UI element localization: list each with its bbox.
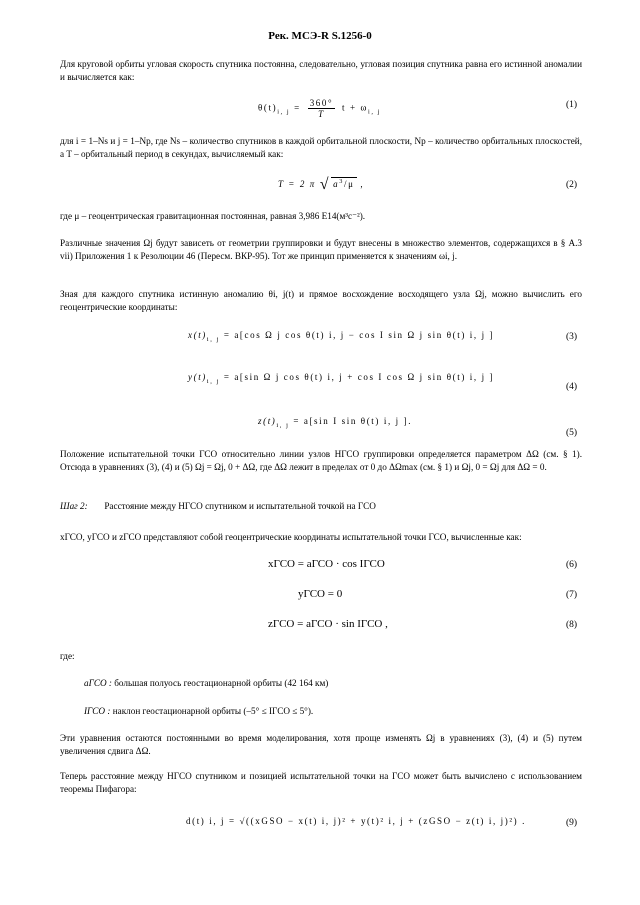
definition-a-gso-text: большая полуось геостационарной орбиты (42 164 км) [114,678,329,688]
equation-3-formula: $x(t)_{i, j} = a[\cos$ Ω j cos θ(t) i, j − cos I sin Ω j sin θ(t) i, j ] [188,330,495,343]
definition-i-gso [84,705,313,718]
paragraph-true-anomaly: Зная для каждого спутника истинную аномалию θi, j(t) и прямое восхождение восходящего узла Ωj, можно вычислить его геоцентрические координаты: [60,289,582,313]
paragraph-constant-equations: Эти уравнения остаются постоянными во время моделирования, хотя проще изменять Ωj в уравнениях (3), (4) и (5) путем увеличения сдвига ΔΩ. [60,733,582,757]
equation-8 [0,618,640,638]
equation-5-number: (5) [566,428,578,438]
equation-6-number: (6) [566,560,578,570]
equation-3-number: (3) [566,332,578,342]
equation-5-formula: $z(t)_{i, j} = a[\sin$ I sin θ(t) i, j ]. [258,416,413,429]
definition-i-gso-symbol: IГСО : [84,706,111,716]
definition-a-gso [84,677,328,690]
where-label: где: [60,651,75,661]
equation-8-formula: zГСО = aГСО · sin IГСО , [268,618,388,630]
equation-2-number: (2) [566,180,578,190]
equation-7 [0,588,640,608]
equation-4-formula: $y(t)_{i, j} = a[\sin$ Ω j cos θ(t) i, j + cos I cos Ω j sin θ(t) i, j ] [188,372,495,385]
equation-6-formula: xГСО = aГСО · cos IГСО [268,558,385,570]
equation-9 [0,810,640,840]
paragraph-mu-constant: где μ – геоцентрическая гравитационная постоянная, равная 3,986 E14(м³с⁻²). [60,211,366,221]
definition-a-gso-symbol: aГСО : [84,678,112,688]
equation-8-number: (8) [566,620,578,630]
paragraph-omega-values: Различные значения Ωj будут зависеть от геометрии группировки и будут внесены в множество элементов, содержащихся в § A.3 vii) Приложения 1 к Резолюции 46 (Пересм. ВКР-95). Тот же принцип применяется к значениям ωi, j. [60,238,582,262]
equation-6 [0,558,640,578]
fraction-360-over-t: $\frac{360^\circ}{T}$ [309,98,334,119]
equation-9-formula: d(t) i, j = √((xGSO − x(t) i, j)² + y(t)² i, j + (zGSO − z(t) i, j)²) . [186,816,526,826]
definition-i-gso-text: наклон геостационарной орбиты (–5° ≤ IГСО ≤ 5°). [112,706,314,716]
equation-1-formula: $\theta(t)_{i, j}$ = $\frac{360^\circ}{T}$ $t + \omega_{i, j}$ [258,98,382,119]
paragraph-gso-test-point: Положение испытательной точки ГСО относительно линии узлов НГСО группировки определяется параметром ΔΩ (см. § 1). Отсюда в уравнениях (3), (4) и (5) Ωj = Ωj, 0 + ΔΩ, где ΔΩ лежит в пределах от 0 до ΔΩmax (см. § 1) и Ωj, 0 = Ωj для ΔΩ = 0. [60,449,582,473]
equation-2 [0,172,640,202]
step-2-text: Расстояние между НГСО спутником и испытательной точкой на ГСО [104,501,376,511]
equation-4 [0,368,640,394]
paragraph-index-definitions: для i = 1–Ns и j = 1–Np, где Ns – количество спутников в каждой орбитальной плоскости, Np – количество орбитальных плоскостей, а T – орбитальный период в секундах, вычисляемый как: [60,136,582,160]
step-2-label: Шаг 2: [60,501,88,511]
page-header: Рек. МСЭ-R S.1256-0 [268,30,372,42]
equation-7-formula: yГСО = 0 [298,588,343,600]
equation-1-number: (1) [566,100,578,110]
step-2-heading [60,500,582,513]
equation-4-number: (4) [566,382,578,392]
equation-3 [0,326,640,352]
equation-1 [0,92,640,126]
equation-5 [0,412,640,442]
paragraph-gso-coordinates: xГСО, yГСО и zГСО представляют собой геоцентрические координаты испытательной точки ГСО, вычисленные как: [60,532,522,542]
equation-2-formula: T = 2 π √ $a^3/\mu$ , [278,176,365,193]
equation-7-number: (7) [566,590,578,600]
equation-9-number: (9) [566,818,578,828]
paragraph-circular-orbit: Для круговой орбиты угловая скорость спутника постоянна, следовательно, угловая позиция спутника равна его истинной аномалии и вычисляется как: [60,59,582,83]
paragraph-pythagoras: Теперь расстояние между НГСО спутником и позицией испытательной точки на ГСО может быть вычислено с использованием теоремы Пифагора: [60,771,582,795]
